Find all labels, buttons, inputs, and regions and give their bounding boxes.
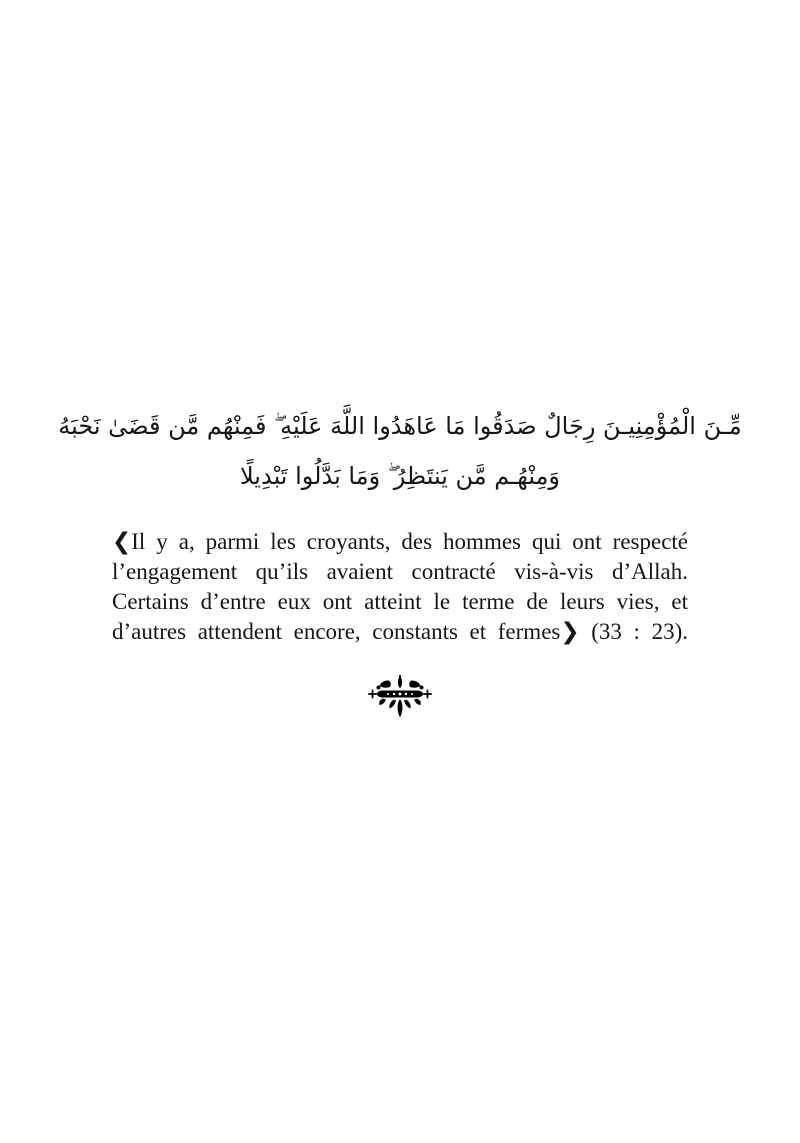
french-translation-line-1: ❮Il y a, parmi les croyants, des hommes qui ont respecté [112, 529, 688, 554]
arabic-verse [0, 401, 800, 501]
french-translation-line-4: d’autres attendent encore, constants et fermes❯ (33 : 23). [112, 619, 688, 644]
french-translation-paragraph [112, 527, 688, 647]
french-translation-line-3: Certains d’entre eux ont atteint le terme de leurs vies, et [112, 589, 688, 614]
fleuron-ornament-icon [366, 674, 434, 720]
arabic-verse-line-1: مِّـنَ الْمُؤْمِنِيـنَ رِجَالٌ صَدَقُوا مَا عَاهَدُوا اللَّهَ عَلَيْهِ ۖ فَمِنْهُم مَّن قَضَىٰ نَحْبَهُ [58, 412, 742, 440]
arabic-verse-line-2: وَمِنْهُـم مَّن يَنتَظِرُ ۖ وَمَا بَدَّلُوا تَبْدِيلًا [239, 462, 561, 490]
french-translation-line-2: l’engagement qu’ils avaient contracté vis-à-vis d’Allah. [112, 559, 688, 584]
